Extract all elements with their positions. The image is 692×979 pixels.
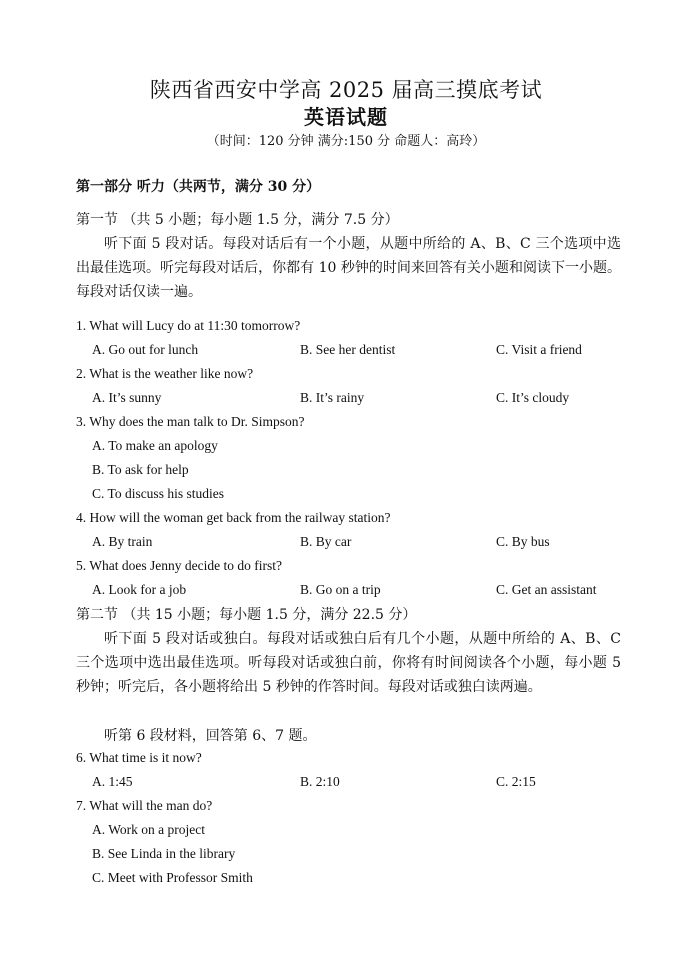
material-note: 听第 6 段材料，回答第 6、7 题。 bbox=[104, 728, 317, 744]
q7-option-c: C. Meet with Professor Smith bbox=[92, 870, 253, 885]
q6-option-b: B. 2:10 bbox=[300, 774, 340, 789]
q5-option-c: C. Get an assistant bbox=[496, 582, 597, 597]
q3-option-b: B. To ask for help bbox=[92, 462, 189, 477]
q4-option-c: C. By bus bbox=[496, 534, 550, 549]
question-4: 4. How will the woman get back from the railway station? bbox=[76, 510, 391, 525]
q3-option-a: A. To make an apology bbox=[92, 438, 218, 453]
question-6: 6. What time is it now? bbox=[76, 750, 202, 765]
q1-option-a: A. Go out for lunch bbox=[92, 342, 199, 357]
q7-option-a: A. Work on a project bbox=[92, 822, 206, 837]
q3-option-c: C. To discuss his studies bbox=[92, 486, 224, 501]
exam-title: 陕西省西安中学高 2025 届高三摸底考试 bbox=[149, 78, 543, 102]
part1-heading: 第一部分 听力（共两节，满分 30 分） bbox=[76, 179, 321, 195]
q6-option-a: A. 1:45 bbox=[92, 774, 133, 789]
q6-option-c: C. 2:15 bbox=[496, 774, 536, 789]
q2-option-a: A. It’s sunny bbox=[92, 390, 162, 405]
section1-instructions: 听下面 5 段对话。每段对话后有一个小题，从题中所给的 A、B、C 三个选项中选出最佳选项。听完每段对话后，你都有 10 秒钟的时间来回答有关小题和阅读下一小题。每段对话仅读一遍。 bbox=[76, 236, 621, 300]
section1-heading: 第一节 （共 5 小题；每小题 1.5 分，满分 7.5 分） bbox=[76, 212, 399, 228]
q2-option-b: B. It’s rainy bbox=[300, 390, 365, 405]
exam-info: （时间：120 分钟 满分:150 分 命题人：高玲） bbox=[206, 134, 486, 149]
q2-option-c: C. It’s cloudy bbox=[496, 390, 570, 405]
subject-title: 英语试题 bbox=[304, 105, 388, 129]
section2-heading: 第二节 （共 15 小题；每小题 1.5 分，满分 22.5 分） bbox=[76, 607, 417, 623]
q4-option-b: B. By car bbox=[300, 534, 352, 549]
question-1: 1. What will Lucy do at 11:30 tomorrow? bbox=[76, 318, 301, 333]
question-3: 3. Why does the man talk to Dr. Simpson? bbox=[76, 414, 305, 429]
question-7: 7. What will the man do? bbox=[76, 798, 213, 813]
question-2: 2. What is the weather like now? bbox=[76, 366, 254, 381]
question-5: 5. What does Jenny decide to do first? bbox=[76, 558, 282, 573]
q5-option-a: A. Look for a job bbox=[92, 582, 187, 597]
section2-instructions: 听下面 5 段对话或独白。每段对话或独白后有几个小题，从题中所给的 A、B、C 三个选项中选出最佳选项。听每段对话或独白前，你将有时间阅读各个小题，每小题 5 秒钟；听完后，各小题将给出 5 秒钟的作答时间。每段对话或独白读两遍。 bbox=[76, 631, 621, 695]
q4-option-a: A. By train bbox=[92, 534, 153, 549]
q7-option-b: B. See Linda in the library bbox=[92, 846, 236, 861]
q5-option-b: B. Go on a trip bbox=[300, 582, 381, 597]
q1-option-c: C. Visit a friend bbox=[496, 342, 582, 357]
q1-option-b: B. See her dentist bbox=[300, 342, 396, 357]
